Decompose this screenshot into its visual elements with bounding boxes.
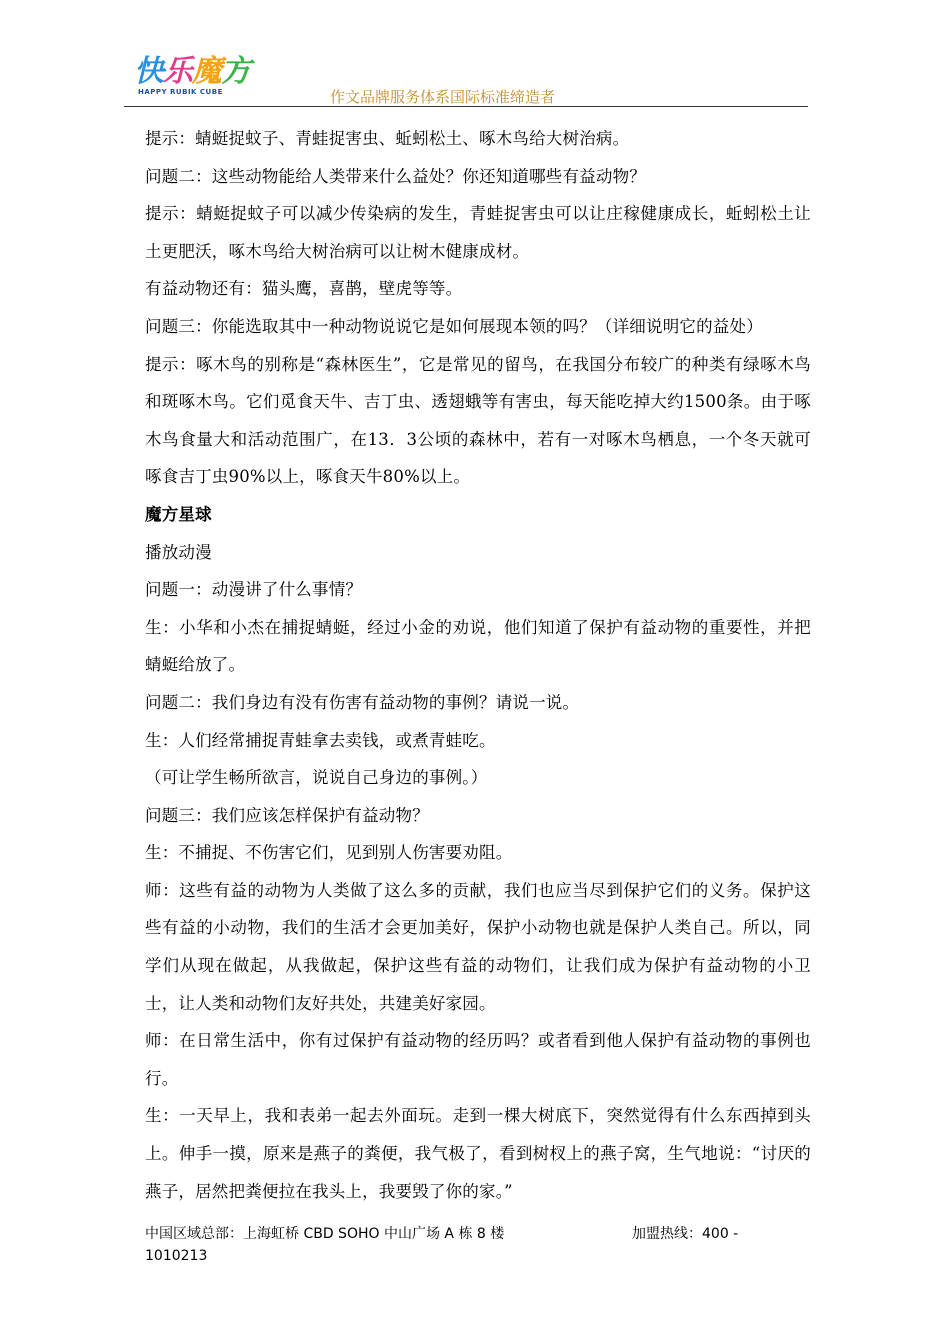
paragraph: 问题二：我们身边有没有伤害有益动物的事例？请说一说。 [145, 692, 580, 712]
document-body [145, 120, 811, 1210]
paragraph: 有益动物还有：猫头鹰，喜鹊，壁虎等等。 [145, 279, 463, 299]
logo-subtitle: HAPPY RUBIK CUBE [138, 88, 223, 96]
paragraph: 问题一：动漫讲了什么事情？ [145, 580, 363, 600]
paragraph: 问题二：这些动物能给人类带来什么益处？你还知道哪些有益动物？ [145, 166, 646, 186]
page-header [124, 40, 808, 108]
brand-logo [124, 40, 264, 102]
section-heading: 魔方星球 [145, 504, 212, 524]
paragraph: 生：人们经常捕捉青蛙拿去卖钱，或煮青蛙吃。 [145, 730, 496, 750]
paragraph: 师：这些有益的动物为人类做了这么多的贡献，我们也应当尽到保护它们的义务。保护这些有益的小动物，我们的生活才会更加美好，保护小动物也就是保护人类自己。所以，同学们从现在做起，从我做起，保护这些有益的动物们，让我们成为保护有益动物的小卫士，让人类和动物们友好共处，共建美好家园。 [145, 880, 811, 1013]
paragraph: （可让学生畅所欲言，说说自己身边的事例。） [145, 768, 488, 788]
footer-address: 中国区域总部：上海虹桥 CBD SOHO 中山广场 A 栋 8 楼 [145, 1226, 505, 1242]
page-footer [145, 1223, 811, 1267]
paragraph: 提示：蜻蜓捉蚊子、青蛙捉害虫、蚯蚓松土、啄木鸟给大树治病。 [145, 129, 630, 148]
header-divider [124, 106, 808, 107]
paragraph: 问题三：我们应该怎样保护有益动物？ [145, 805, 429, 825]
header-slogan: 作文品牌服务体系国际标准缔造者 [330, 88, 556, 106]
paragraph: 生：一天早上，我和表弟一起去外面玩。走到一棵大树底下，突然觉得有什么东西掉到头上。伸手一摸，原来是燕子的粪便，我气极了，看到树杈上的燕子窝，生气地说：“讨厌的燕子，居然把粪便拉在我头上，我要毁了你的家。” [145, 1106, 811, 1201]
paragraph: 提示：蜻蜓捉蚊子可以减少传染病的发生，青蛙捉害虫可以让庄稼健康成长，蚯蚓松土让土更肥沃，啄木鸟给大树治病可以让树木健康成材。 [145, 204, 811, 261]
paragraph: 问题三：你能选取其中一种动物说说它是如何展现本领的吗？（详细说明它的益处） [145, 316, 763, 336]
paragraph: 师：在日常生活中，你有过保护有益动物的经历吗？或者看到他人保护有益动物的事例也行。 [145, 1031, 811, 1088]
paragraph: 播放动漫 [145, 542, 212, 562]
footer-hotline: 加盟热线：400 - [632, 1226, 739, 1242]
paragraph: 生：小华和小杰在捕捉蜻蜓，经过小金的劝说，他们知道了保护有益动物的重要性，并把蜻蜓给放了。 [145, 617, 811, 675]
logo-text: 快乐魔方 [134, 54, 250, 89]
paragraph: 生：不捕捉、不伤害它们，见到别人伤害要劝阻。 [145, 843, 513, 863]
paragraph: 提示：啄木鸟的别称是“森林医生”，它是常见的留鸟，在我国分布较广的种类有绿啄木鸟和斑啄木鸟。它们觅食天牛、吉丁虫、透翅蛾等有害虫，每天能吃掉大约1500条。由于啄木鸟食量大和活动范围广，在13．3公顷的森林中，若有一对啄木鸟栖息，一个冬天就可啄食吉丁虫90%以上，啄食天牛80%以上。 [145, 354, 811, 487]
footer-hotline-number: 1010213 [145, 1248, 208, 1264]
